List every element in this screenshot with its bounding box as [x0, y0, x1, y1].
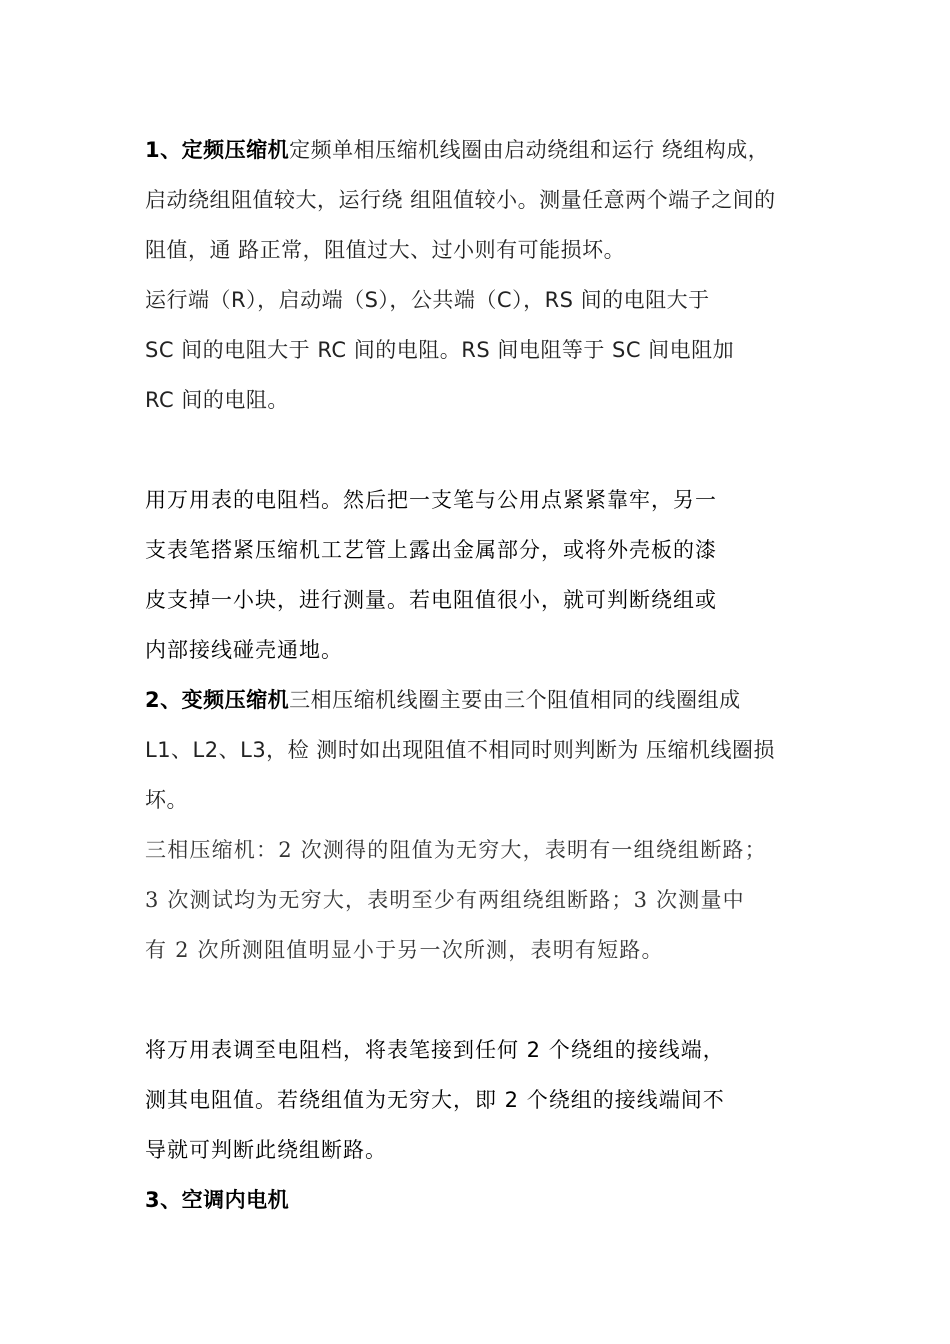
section1-line-2: 启动绕组阻值较大，运行绕 组阻值较小。测量任意两个端子之间的	[145, 188, 776, 212]
ground-test-line-1: 用万用表的电阻档。然后把一支笔与公用点紧紧靠牢，另一	[145, 488, 717, 512]
section1-line-4: 运行端（R），启动端（S），公共端（C），RS 间的电阻大于	[145, 288, 710, 312]
section1-line-3: 阻值，通 路正常，阻值过大、过小则有可能损坏。	[145, 238, 626, 262]
section1-line-1	[145, 136, 769, 164]
section2-text-1: 三相压缩机线圈主要由三个阻值相同的线圈组成	[289, 688, 741, 712]
section2-line-1	[145, 686, 741, 714]
ground-test-line-2: 支表笔搭紧压缩机工艺管上露出金属部分，或将外壳板的漆	[145, 538, 717, 562]
section1-line-5: SC 间的电阻大于 RC 间的电阻。RS 间电阻等于 SC 间电阻加	[145, 338, 735, 362]
ground-test-line-3: 皮支掉一小块，进行测量。若电阻值很小，就可判断绕组或	[145, 588, 717, 612]
three-phase-line-3: 有 2 次所测阻值明显小于另一次所测，表明有短路。	[145, 938, 664, 962]
section2-line-3: 坏。	[145, 788, 188, 812]
section2-heading: 2、变频压缩机	[145, 688, 290, 712]
section1-text-1: 定频单相压缩机线圈由启动绕组和运行 绕组构成，	[289, 138, 770, 162]
open-test-line-1: 将万用表调至电阻档，将表笔接到任何 2 个绕组的接线端，	[145, 1038, 725, 1062]
section1-line-6: RC 间的电阻。	[145, 388, 289, 412]
section2-line-2: L1、L2、L3，检 测时如出现阻值不相同时则判断为 压缩机线圈损	[145, 738, 776, 762]
open-test-line-3: 导就可判断此绕组断路。	[145, 1138, 387, 1162]
section3-heading: 3、空调内电机	[145, 1188, 290, 1212]
open-test-line-2: 测其电阻值。若绕组值为无穷大，即 2 个绕组的接线端间不	[145, 1088, 725, 1112]
ground-test-line-4: 内部接线碰壳通地。	[145, 638, 343, 662]
three-phase-line-1: 三相压缩机：2 次测得的阻值为无穷大，表明有一组绕组断路；	[145, 838, 767, 862]
three-phase-line-2: 3 次测试均为无穷大，表明至少有两组绕组断路；3 次测量中	[145, 888, 745, 912]
section3-line-1	[145, 1186, 289, 1214]
section1-heading: 1、定频压缩机	[145, 138, 290, 162]
